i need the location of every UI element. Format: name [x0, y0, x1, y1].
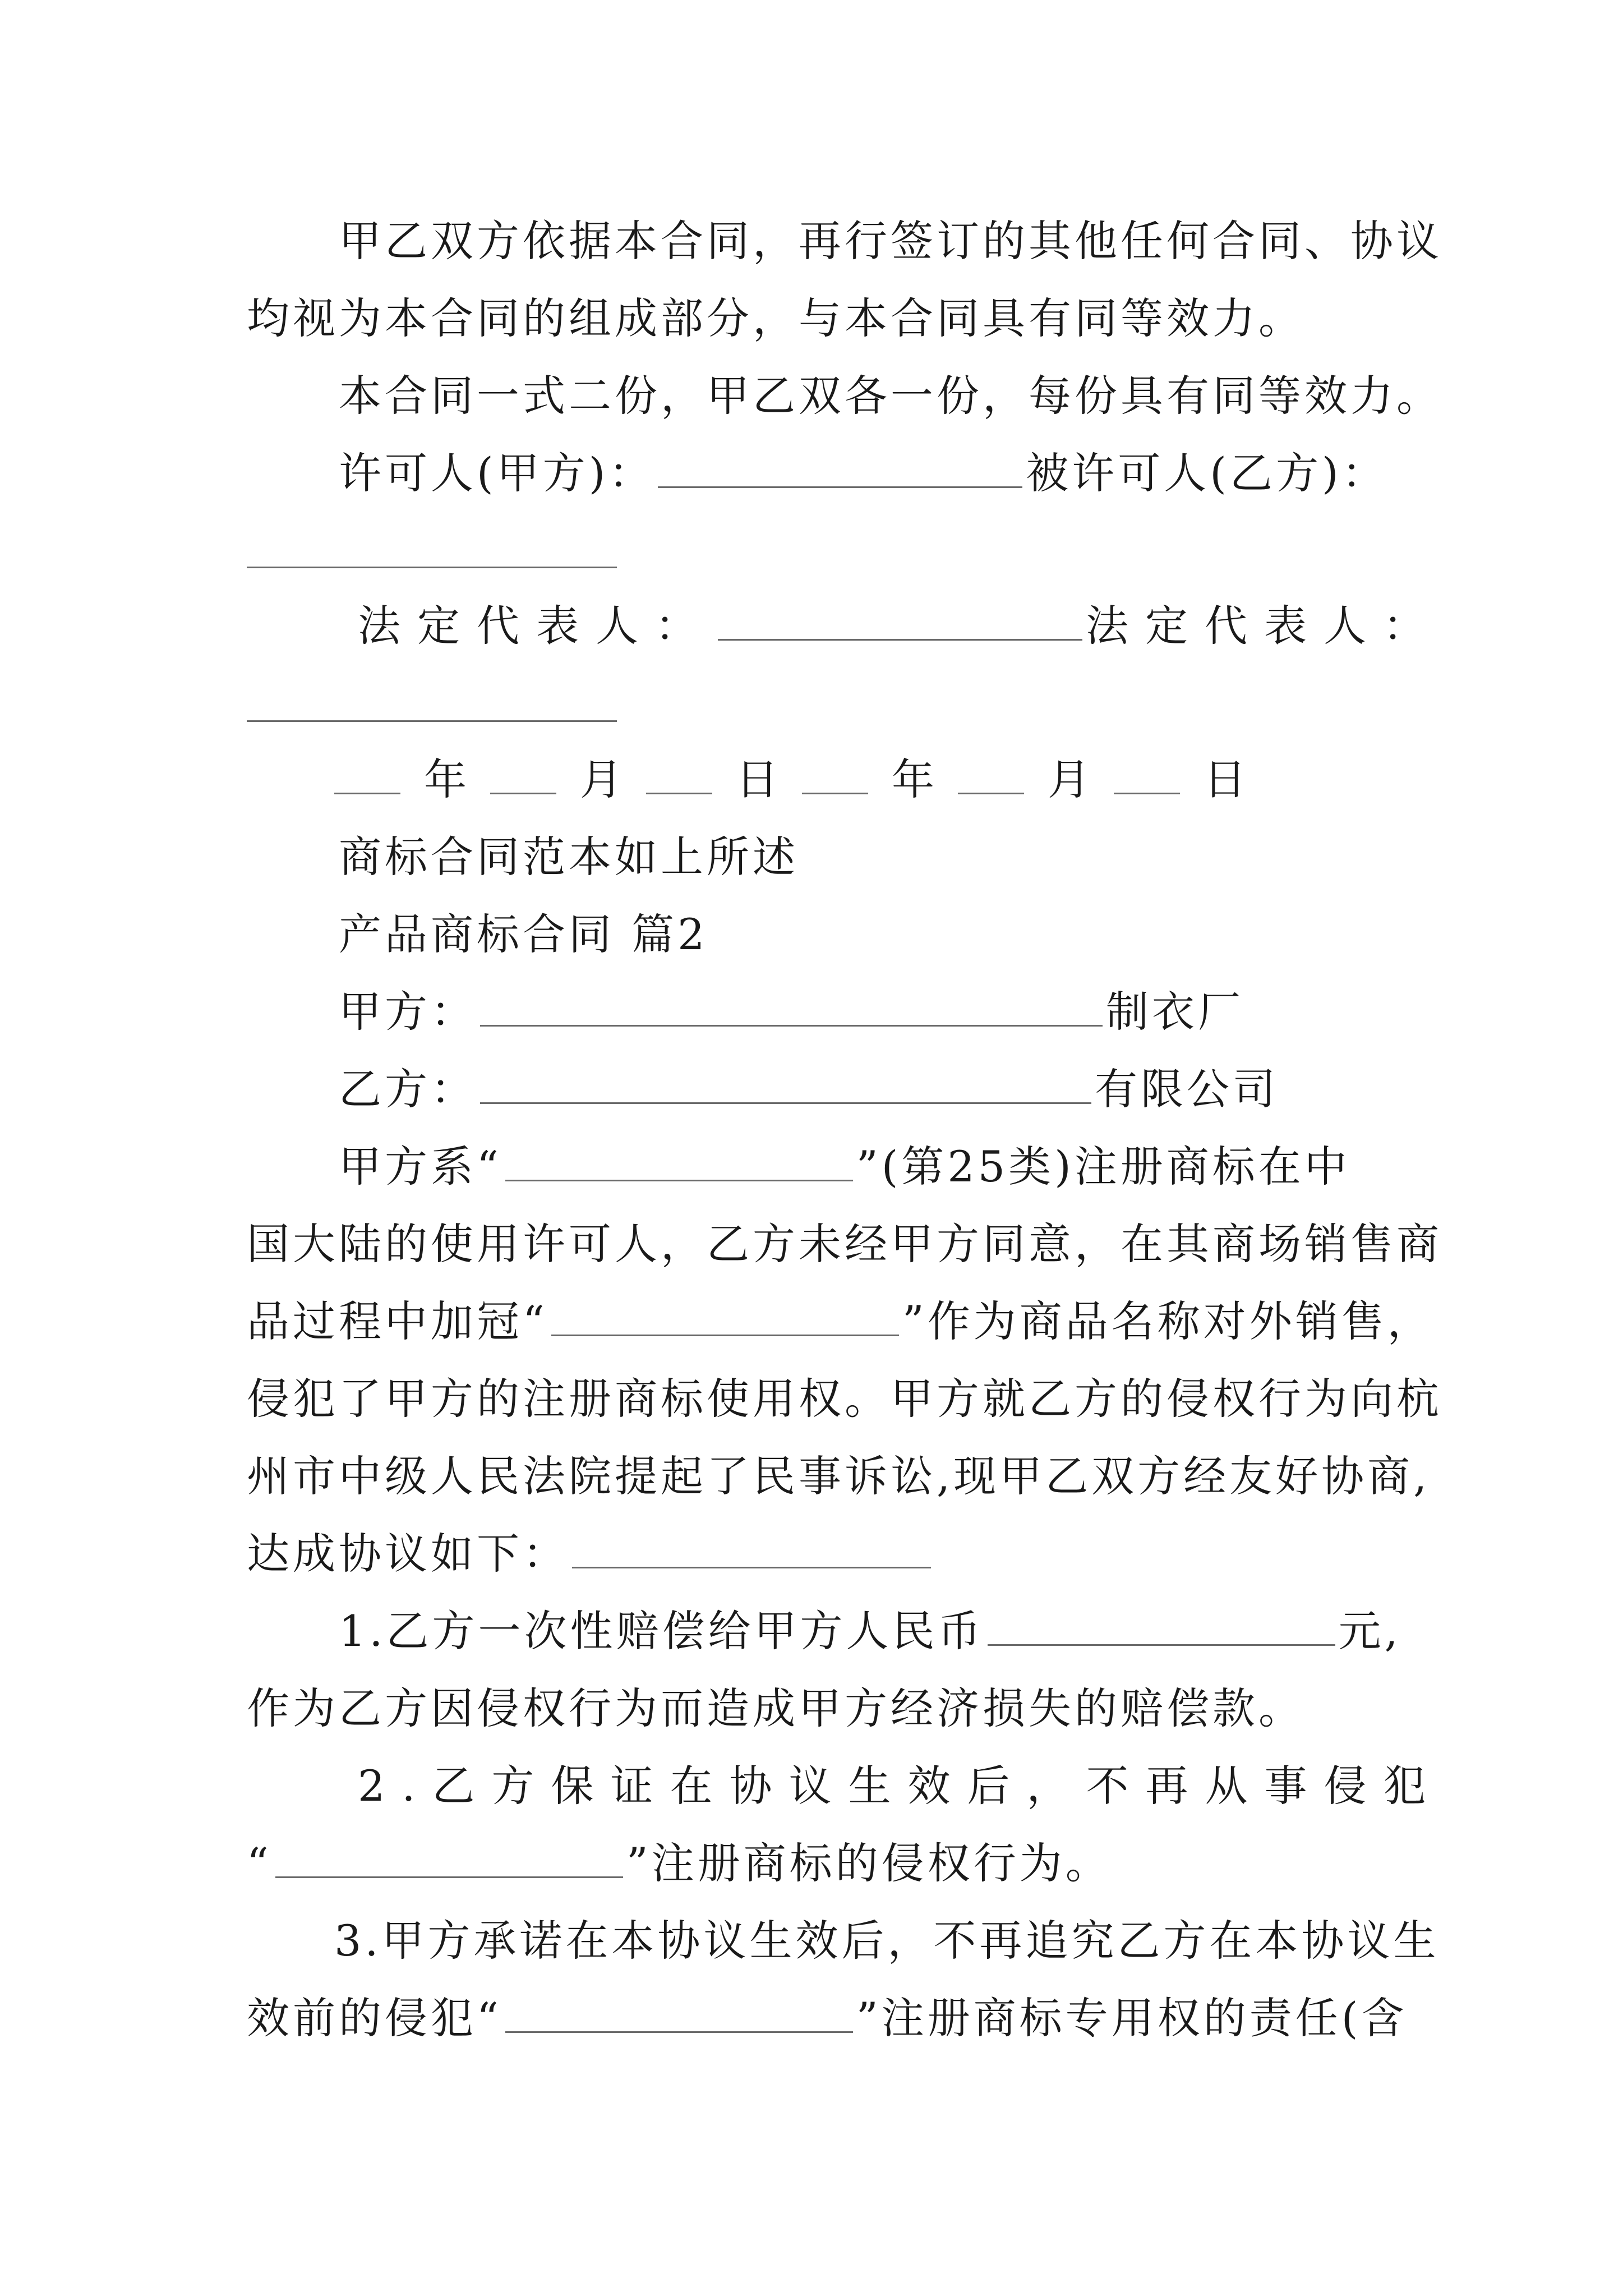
licensee-label: 被许可人(乙方)： — [1026, 448, 1388, 498]
item-3-prefix: 效前的侵犯“ — [247, 1993, 502, 2043]
year-label-2: 年 — [892, 754, 934, 804]
item-1-suffix: 元, — [1338, 1606, 1401, 1656]
party-b-blank — [480, 1062, 1091, 1104]
month-label-1: 月 — [580, 754, 623, 804]
p3-l1-suffix: ”(第25类)注册商标在中 — [856, 1142, 1350, 1191]
day-label-1: 日 — [736, 754, 778, 804]
p3-l3-prefix: 品过程中加冠“ — [247, 1296, 548, 1346]
item-2-line-2 — [247, 1835, 1112, 1892]
item-1-line-1 — [339, 1603, 1401, 1659]
trademark-blank-1 — [505, 1139, 853, 1181]
date-line — [334, 752, 1270, 808]
day-label-2: 日 — [1204, 754, 1246, 804]
trademark-blank-3 — [275, 1836, 623, 1878]
licensor-blank — [658, 446, 1022, 488]
paragraph-3-line-1 — [339, 1139, 1350, 1195]
party-a-suffix: 制衣厂 — [1106, 987, 1244, 1037]
trademark-blank-2 — [551, 1294, 899, 1336]
paragraph-3-line-4: 侵犯了甲方的注册商标使用权。甲方就乙方的侵权行为向杭 — [247, 1374, 1442, 1424]
month-label-2: 月 — [1048, 754, 1090, 804]
legal-rep-blank-2 — [247, 718, 617, 722]
party-a-blank — [480, 984, 1103, 1027]
legal-rep-label-1: 法定代表人： — [358, 601, 714, 651]
month-blank-2 — [958, 752, 1024, 794]
paragraph-3-line-5: 州市中级人民法院提起了民事诉讼,现甲乙双方经友好协商, — [247, 1451, 1431, 1501]
year-label-1: 年 — [424, 754, 467, 804]
party-b-suffix: 有限公司 — [1095, 1064, 1279, 1114]
paragraph-3-line-3 — [247, 1294, 1433, 1350]
paragraph-3-line-2: 国大陆的使用许可人，乙方未经甲方同意，在其商场销售商 — [247, 1219, 1442, 1269]
day-blank-1 — [646, 752, 712, 794]
paragraph-2: 本合同一式二份，甲乙双各一份，每份具有同等效力。 — [339, 371, 1442, 421]
agreement-blank — [572, 1526, 931, 1568]
trademark-blank-4 — [505, 1991, 853, 2033]
item-3-line-1: 3.甲方承诺在本协议生效后，不再追究乙方在本协议生 — [334, 1916, 1440, 1966]
amount-blank — [988, 1604, 1335, 1646]
item-3-line-2 — [247, 1990, 1407, 2046]
party-b-line — [339, 1061, 1279, 1117]
party-b-label: 乙方： — [339, 1064, 477, 1114]
summary-line: 商标合同范本如上所述 — [339, 832, 799, 882]
party-a-line — [339, 984, 1244, 1040]
legal-rep-line — [358, 598, 1442, 654]
paragraph-3-line-6 — [247, 1526, 934, 1582]
item-2-line-1: 2.乙方保证在协议生效后，不再从事侵犯 — [358, 1761, 1443, 1811]
year-blank-1 — [334, 752, 400, 794]
item-1-line-2: 作为乙方因侵权行为而造成甲方经济损失的赔偿款。 — [247, 1683, 1304, 1733]
month-blank-1 — [490, 752, 556, 794]
p3-l3-suffix: ”作为商品名称对外销售， — [902, 1296, 1433, 1346]
item-2-suffix: ”注册商标的侵权行为。 — [626, 1838, 1112, 1888]
legal-rep-label-2: 法定代表人： — [1086, 601, 1442, 651]
year-blank-2 — [802, 752, 868, 794]
legal-rep-blank-1 — [718, 599, 1082, 641]
day-blank-2 — [1114, 752, 1180, 794]
p3-l1-prefix: 甲方系“ — [339, 1142, 502, 1191]
paragraph-1-line-2: 均视为本合同的组成部分，与本合同具有同等效力。 — [247, 293, 1304, 343]
licensor-label: 许可人(甲方)： — [339, 448, 655, 498]
licensor-line — [339, 445, 1388, 501]
contract-heading: 产品商标合同 篇2 — [339, 909, 708, 959]
paragraph-1-line-1: 甲乙双方依据本合同，再行签订的其他任何合同、协议 — [339, 216, 1442, 266]
item-2-prefix: “ — [247, 1838, 272, 1888]
item-1-prefix: 1.乙方一次性赔偿给甲方人民币 — [339, 1606, 984, 1656]
item-3-suffix: ”注册商标专用权的责任(含 — [856, 1993, 1408, 2043]
p3-l6-text: 达成协议如下： — [247, 1529, 569, 1579]
licensee-blank — [247, 564, 617, 568]
party-a-label: 甲方： — [339, 987, 477, 1037]
